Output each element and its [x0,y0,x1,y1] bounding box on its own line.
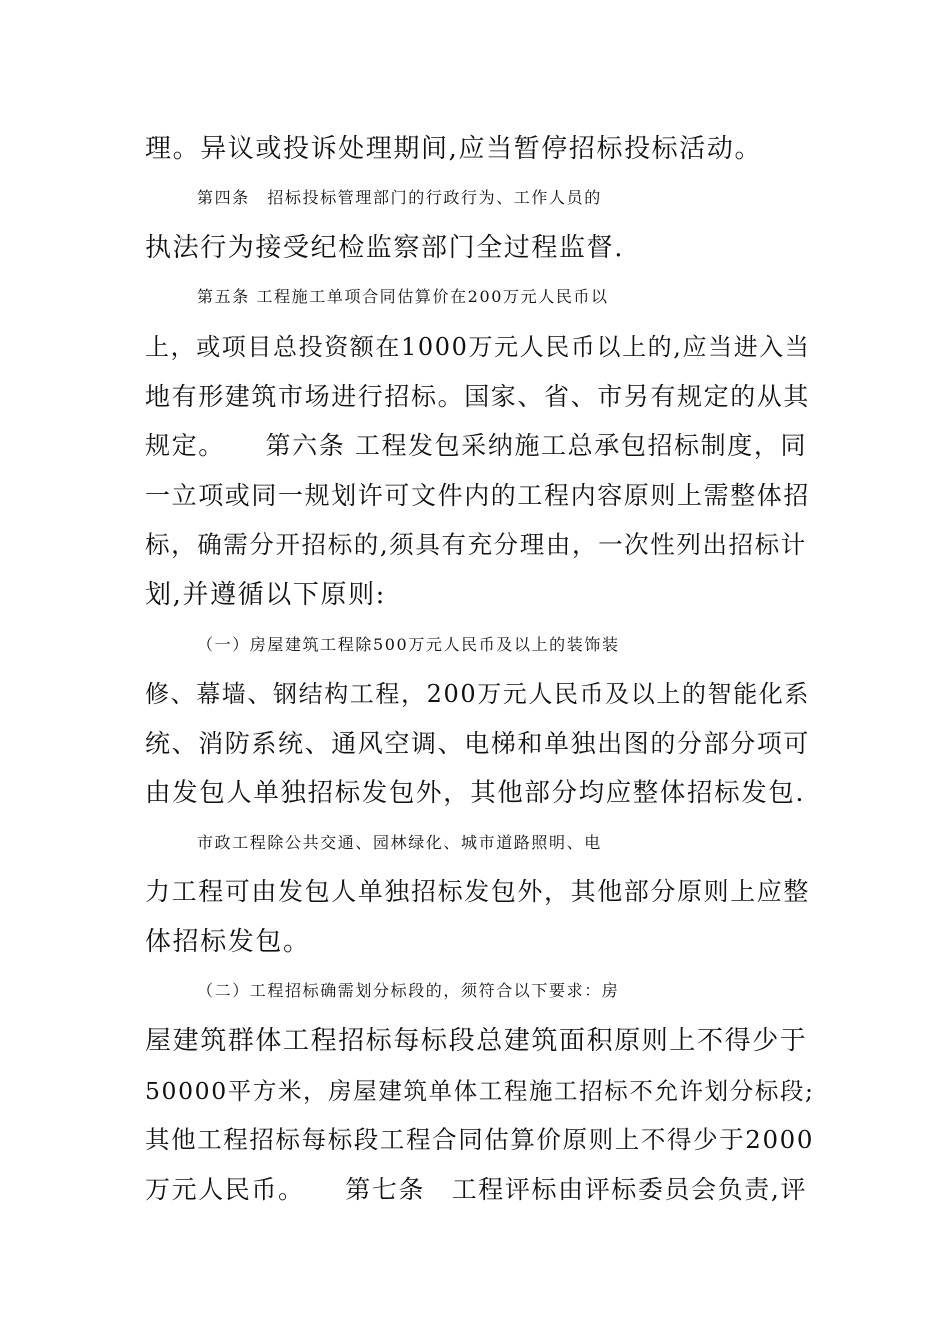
text-line: 第五条 工程施工单项合同估算价在200万元人民币以 [197,287,609,306]
text-line: 统、消防系统、通风空调、电梯和单独出图的分部分项可 [145,729,811,758]
text-line: 标，确需分开招标的,须具有充分理由，一次性列出招标计 [145,530,807,559]
text-line: 体招标发包。 [145,927,311,957]
text-line: 其他工程招标每标段工程合同估算价原则上不得少于2000 [145,1125,815,1154]
text-line: 划,并遵循以下原则: [145,580,387,610]
text-line: 市政工程除公共交通、园林绿化、城市道路照明、电 [197,833,602,852]
text-line: 第四条 招标投标管理部门的行政行为、工作人员的 [197,188,602,207]
text-line: 力工程可由发包人单独招标发包外，其他部分原则上应整 [145,877,811,906]
text-line: 一立项或同一规划许可文件内的工程内容原则上需整体招 [145,481,811,510]
text-line: 地有形建筑市场进行招标。国家、省、市另有规定的从其 [145,382,811,411]
text-line: （一）房屋建筑工程除500万元人民币及以上的装饰装 [197,635,620,654]
text-line: （二）工程招标确需划分标段的，须符合以下要求：房 [197,981,620,1000]
text-line: 修、幕墙、钢结构工程，200万元人民币及以上的智能化系 [145,680,811,708]
text-line: 50000平方米，房屋建筑单体工程施工招标不允许划分标段; [145,1077,815,1105]
text-line: 由发包人单独招标发包外，其他部分均应整体招标发包. [145,778,806,808]
text-line: 理。异议或投诉处理期间,应当暂停招标投标活动。 [145,134,763,164]
text-line: 万元人民币。 第七条 工程评标由评标委员会负责,评 [145,1175,808,1204]
text-line: 屋建筑群体工程招标每标段总建筑面积原则上不得少于 [145,1026,808,1056]
text-line: 规定。 第六条 工程发包采纳施工总承包招标制度，同 [145,431,808,460]
text-line: 执法行为接受纪检监察部门全过程监督. [145,233,625,263]
text-line: 上，或项目总投资额在1000万元人民币以上的,应当进入当 [145,333,811,361]
